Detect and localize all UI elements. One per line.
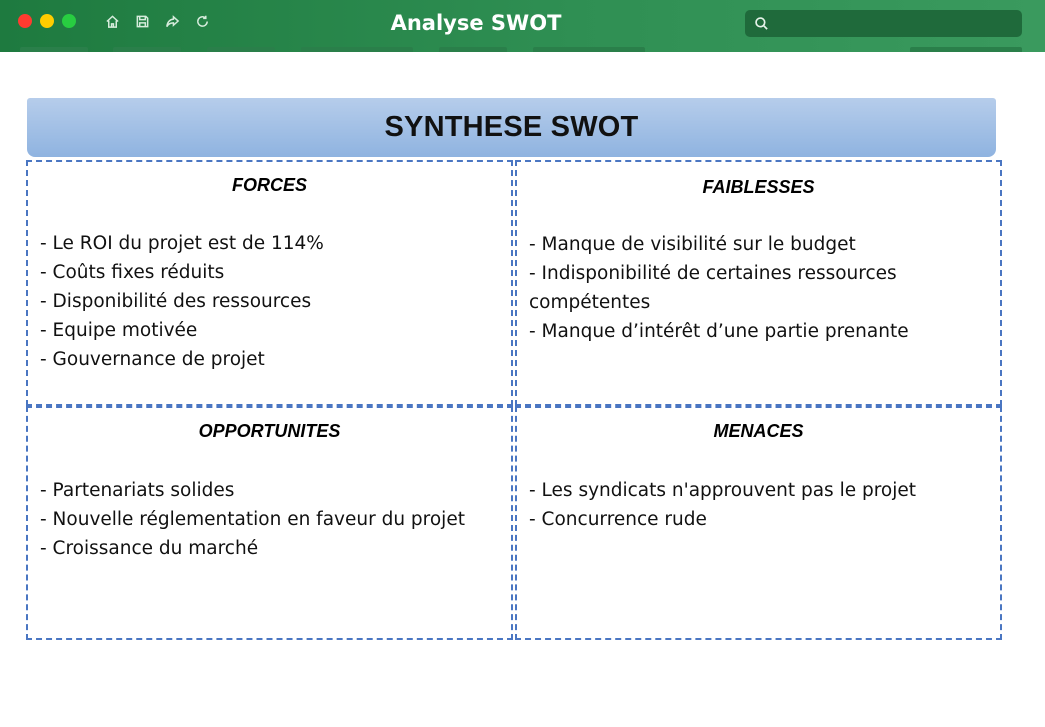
- swot-header: [27, 98, 996, 157]
- list-item: - Manque d’intérêt d’une partie prenante: [529, 321, 909, 342]
- list-item: - Les syndicats n'approuvent pas le projet: [529, 480, 917, 501]
- window-title: Analyse SWOT: [390, 11, 562, 35]
- tab[interactable]: [533, 47, 645, 52]
- list-item: - Croissance du marché: [40, 538, 259, 559]
- list-item: - Coûts fixes réduits: [40, 262, 225, 283]
- maximize-window-button[interactable]: [62, 14, 76, 28]
- list-item: - Partenariats solides: [40, 480, 235, 501]
- share-icon[interactable]: [164, 12, 180, 30]
- menaces-list: [529, 476, 986, 534]
- search-icon: [754, 16, 769, 31]
- opportunites-quadrant: [26, 406, 513, 640]
- tab[interactable]: [207, 47, 275, 52]
- list-item: - Manque de visibilité sur le budget: [529, 234, 856, 255]
- faiblesses-list: [529, 230, 986, 346]
- menaces-quadrant: [515, 406, 1002, 640]
- faiblesses-title: FAIBLESSES: [702, 177, 815, 197]
- forces-title: FORCES: [231, 175, 307, 195]
- opportunites-list: [40, 476, 497, 563]
- tab-strip: [0, 45, 1045, 52]
- menaces-title: MENACES: [713, 421, 804, 441]
- refresh-icon[interactable]: [194, 12, 210, 30]
- tab[interactable]: [910, 47, 1022, 52]
- tab[interactable]: [20, 47, 88, 52]
- save-icon[interactable]: [134, 12, 150, 30]
- list-item: - Disponibilité des ressources: [40, 291, 312, 312]
- minimize-window-button[interactable]: [40, 14, 54, 28]
- opportunites-title: OPPORTUNITES: [198, 421, 341, 441]
- forces-list: [40, 229, 497, 374]
- swot-heading: SYNTHESE SWOT: [384, 111, 639, 143]
- close-window-button[interactable]: [18, 14, 32, 28]
- list-item: - Gouvernance de projet: [40, 349, 265, 370]
- list-item: - Indisponibilité de certaines ressources compétentes: [529, 263, 897, 313]
- home-icon[interactable]: [104, 12, 120, 30]
- list-item: - Equipe motivée: [40, 320, 198, 341]
- tab[interactable]: [439, 47, 507, 52]
- title-bar: [0, 0, 1045, 52]
- tab[interactable]: [113, 47, 181, 52]
- forces-quadrant: [26, 160, 513, 406]
- list-item: - Nouvelle réglementation en faveur du projet: [40, 509, 465, 530]
- tab[interactable]: [301, 47, 413, 52]
- list-item: - Concurrence rude: [529, 509, 707, 530]
- faiblesses-quadrant: [515, 160, 1002, 406]
- search-input[interactable]: [745, 10, 1022, 37]
- list-item: - Le ROI du projet est de 114%: [40, 233, 324, 254]
